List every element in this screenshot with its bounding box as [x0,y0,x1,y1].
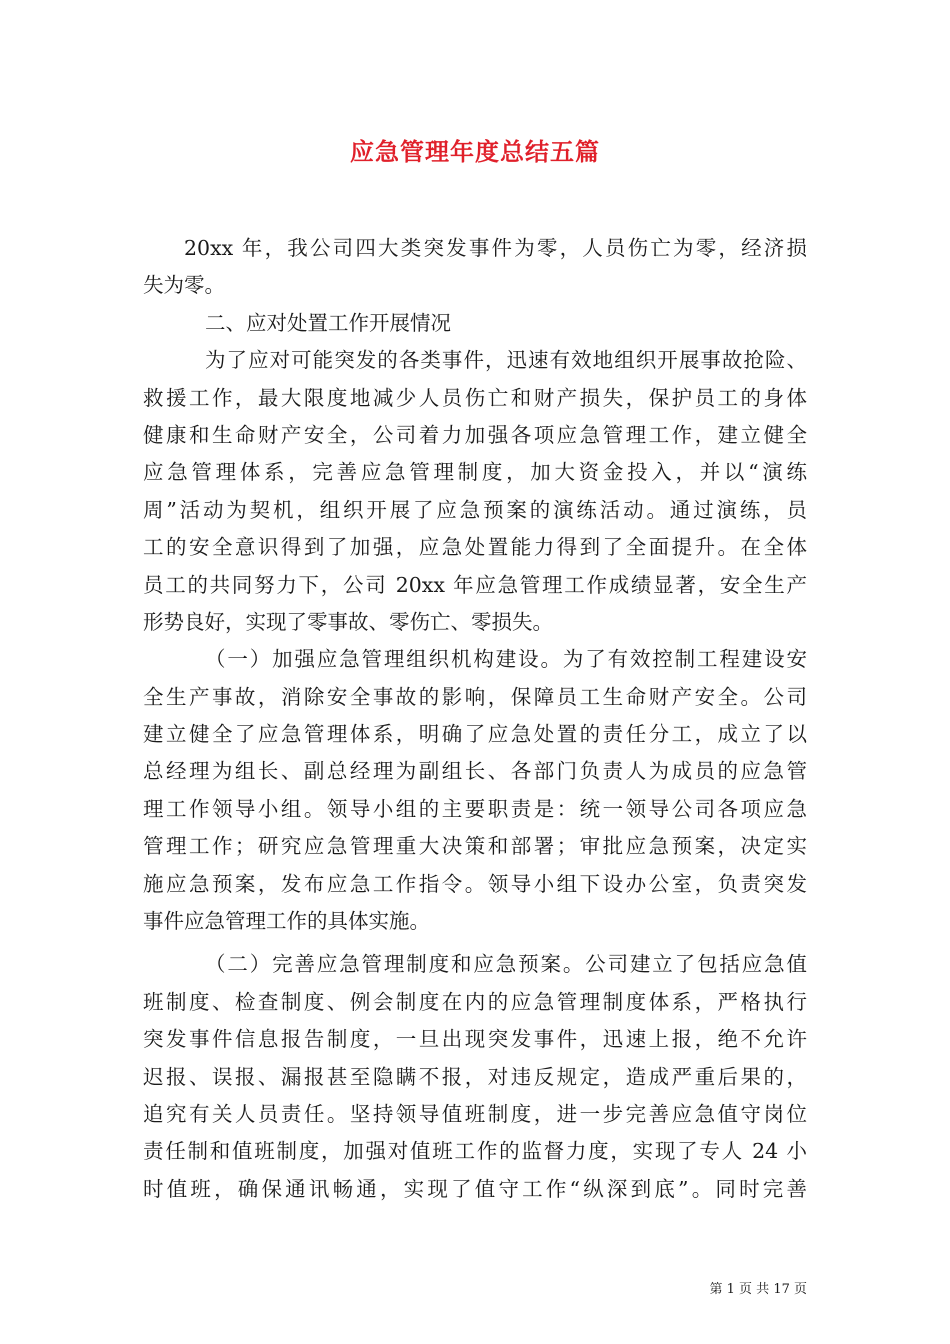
paragraph-line: 事件应急管理工作的具体实施。 [143,909,430,934]
paragraph-line: 周”活动为契机，组织开展了应急预案的演练活动。通过演练，员 [143,497,807,522]
paragraph-line: 应急管理体系，完善应急管理制度，加大资金投入，并以“演练 [143,460,807,485]
paragraph-line: 形势良好，实现了零事故、零伤亡、零损失。 [143,609,553,634]
paragraph-line: 失为零。 [143,273,225,298]
paragraph-line: 管理工作；研究应急管理重大决策和部署；审批应急预案，决定实 [143,834,807,859]
paragraph-line: 责任制和值班制度，加强对值班工作的监督力度，实现了专人 24 小 [143,1139,807,1164]
section-heading: 二、应对处置工作开展情况 [205,310,451,335]
paragraph-line: 时值班，确保通讯畅通，实现了值守工作“纵深到底”。同时完善 [143,1176,807,1201]
paragraph-line: （二）完善应急管理制度和应急预案。公司建立了包括应急值 [205,952,807,977]
paragraph-line: 施应急预案，发布应急工作指令。领导小组下设办公室，负责突发 [143,871,807,896]
paragraph-line: 救援工作，最大限度地减少人员伤亡和财产损失，保护员工的身体 [143,385,807,410]
paragraph-line: 追究有关人员责任。坚持领导值班制度，进一步完善应急值守岗位 [143,1101,807,1126]
paragraph-line: 健康和生命财产安全，公司着力加强各项应急管理工作，建立健全 [143,422,807,447]
paragraph-line: 20xx 年，我公司四大类突发事件为零，人员伤亡为零，经济损 [184,236,807,260]
paragraph-line: 迟报、误报、漏报甚至隐瞒不报，对违反规定，造成严重后果的， [143,1064,807,1089]
paragraph-line: 建立健全了应急管理体系，明确了应急处置的责任分工，成立了以 [143,722,807,747]
page-number: 第 1 页 共 17 页 [709,1282,807,1297]
paragraph-line: （一）加强应急管理组织机构建设。为了有效控制工程建设安 [205,647,807,672]
paragraph-line: 员工的共同努力下，公司 20xx 年应急管理工作成绩显著，安全生产 [143,572,807,597]
paragraph-line: 为了应对可能突发的各类事件，迅速有效地组织开展事故抢险、 [205,348,807,373]
paragraph-line: 理工作领导小组。领导小组的主要职责是：统一领导公司各项应急 [143,796,807,821]
paragraph-line: 全生产事故，消除安全事故的影响，保障员工生命财产安全。公司 [143,684,807,709]
document-body [143,230,807,1208]
paragraph-line: 总经理为组长、副总经理为副组长、各部门负责人为成员的应急管 [143,759,807,784]
paragraph-line: 班制度、检查制度、例会制度在内的应急管理制度体系，严格执行 [143,989,807,1014]
paragraph-line: 突发事件信息报告制度，一旦出现突发事件，迅速上报，绝不允许 [143,1027,807,1052]
document-title: 应急管理年度总结五篇 [350,138,600,166]
paragraph-line: 工的安全意识得到了加强，应急处置能力得到了全面提升。在全体 [143,535,807,560]
